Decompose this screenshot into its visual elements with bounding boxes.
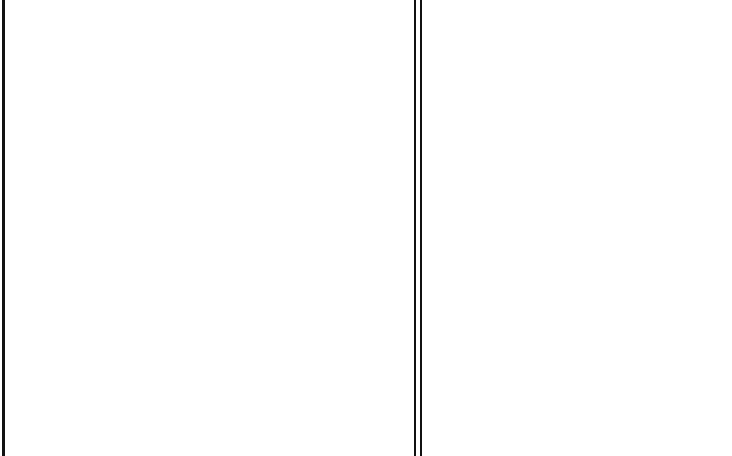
left-border <box>2 0 5 456</box>
price-list <box>6 0 414 456</box>
center-divider-left <box>414 0 416 456</box>
center-divider-right <box>420 0 422 456</box>
specifications <box>437 0 729 456</box>
